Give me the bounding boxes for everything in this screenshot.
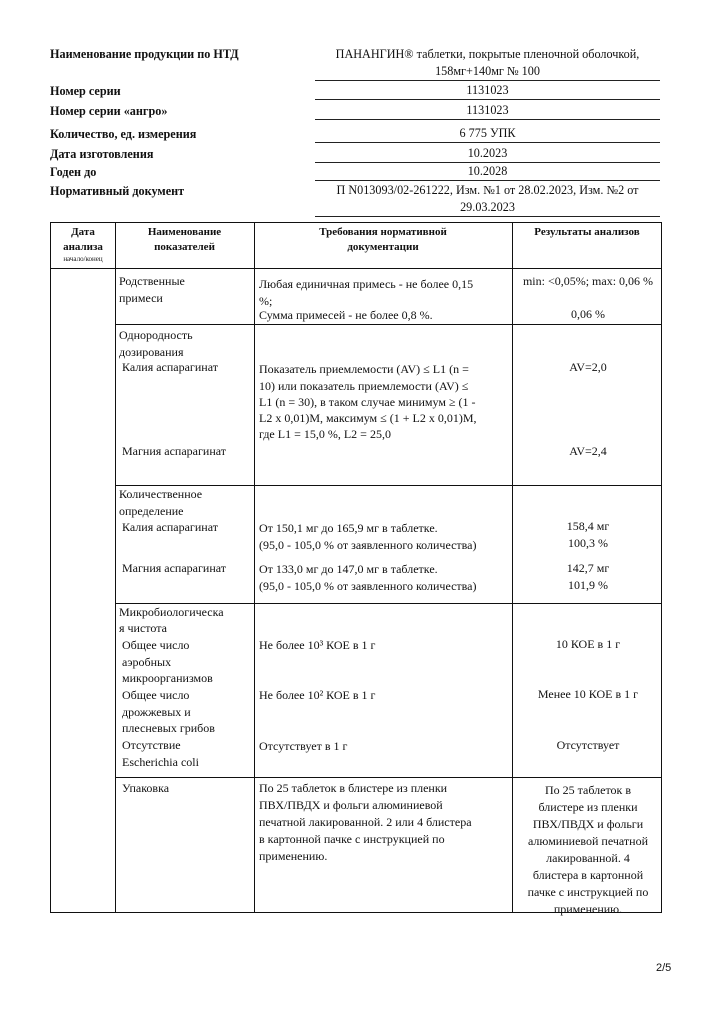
expiry-value: 10.2028: [315, 163, 660, 181]
micro-name1: Микробиологическа: [119, 605, 224, 619]
col-header-results: [512, 225, 662, 240]
micro-req1: Не более 10³ КОЕ в 1 г: [259, 638, 376, 652]
quantity-value: 6 775 УПК: [315, 125, 660, 143]
packaging-req3: печатной лакированной. 2 или 4 блистера: [259, 815, 472, 829]
assay-name4: Магния аспарагинат: [122, 561, 227, 575]
col-name-line1: Наименование: [147, 226, 222, 238]
col-name-line2: показателей: [154, 241, 215, 253]
product-label: Наименование продукции по НТД: [50, 47, 239, 61]
micro-name4: аэробных: [122, 655, 172, 669]
col-header-requirements: [254, 225, 512, 255]
packaging-req1: По 25 таблеток в блистере из пленки: [259, 781, 448, 795]
col-req-line2: документации: [347, 241, 419, 253]
impurities-name1: Родственные: [119, 274, 185, 288]
impurities-res1: min: <0,05%; max: 0,06 %: [522, 274, 654, 288]
micro-res2: Менее 10 КОЕ в 1 г: [537, 687, 639, 701]
micro-name7: дрожжевых и: [122, 705, 191, 719]
col-divider-2: [254, 223, 255, 912]
row-divider-1: [115, 324, 661, 325]
series-angro-value: 1131023: [315, 102, 660, 120]
page-number: 2/5: [656, 962, 672, 974]
product-value-line2: 158мг+140мг № 100: [315, 63, 660, 81]
col-date-line3: начало/конец: [63, 255, 103, 263]
normative-doc-label: Нормативный документ: [50, 184, 185, 198]
col-header-name: [115, 225, 254, 255]
packaging-res2: блистере из пленки: [538, 800, 638, 814]
impurities-req2: %;: [259, 294, 273, 308]
expiry-label: Годен до: [50, 165, 97, 179]
micro-name6: Общее число: [122, 688, 190, 702]
series-label: Номер серии: [50, 84, 121, 98]
packaging-res6: блистера в картонной: [532, 868, 644, 882]
uniformity-name2: дозирования: [119, 345, 184, 359]
impurities-res2: 0,06 %: [571, 307, 605, 321]
uniformity-res1: AV=2,0: [569, 360, 607, 374]
packaging-res8: применению.: [553, 902, 623, 916]
assay-res2: 100,3 %: [568, 536, 608, 550]
assay-res4: 101,9 %: [568, 578, 608, 592]
product-value-line1: ПАНАНГИН® таблетки, покрытые пленочной оболочкой,: [335, 47, 640, 61]
col-divider-1: [115, 223, 116, 912]
micro-name3: Общее число: [122, 638, 190, 652]
assay-name3: Калия аспарагинат: [122, 520, 218, 534]
micro-name9: Отсутствие: [122, 738, 181, 752]
uniformity-name1: Однородность: [119, 328, 193, 342]
packaging-res1: По 25 таблеток в: [544, 783, 632, 797]
assay-name1: Количественное: [119, 487, 203, 501]
series-angro-label: Номер серии «ангро»: [50, 104, 168, 118]
normative-doc-line2: 29.03.2023: [315, 199, 660, 217]
col-date-line2: анализа: [63, 241, 103, 253]
packaging-req4: в картонной пачке с инструкцией по: [259, 832, 445, 846]
impurities-name2: примеси: [119, 291, 163, 305]
assay-req4: (95,0 - 105,0 % от заявленного количества): [259, 579, 477, 593]
assay-res3: 142,7 мг: [566, 561, 610, 575]
uniformity-req1: Показатель приемлемости (AV) ≤ L1 (n =: [259, 362, 469, 376]
uniformity-req3: L1 (n = 30), в таком случае минимум ≥ (1 -: [259, 395, 476, 409]
packaging-name1: Упаковка: [122, 781, 170, 795]
micro-name8: плесневых грибов: [122, 721, 215, 735]
col-res: Результаты анализов: [534, 226, 640, 238]
assay-res1: 158,4 мг: [566, 519, 610, 533]
packaging-req5: применению.: [259, 849, 328, 863]
packaging-res5: лакированной. 4: [546, 851, 630, 865]
col-req-line1: Требования нормативной: [319, 226, 447, 238]
uniformity-name3: Калия аспарагинат: [122, 360, 218, 374]
assay-req2: (95,0 - 105,0 % от заявленного количества): [259, 538, 477, 552]
col-date-line1: Дата: [71, 226, 95, 238]
assay-req3: От 133,0 мг до 147,0 мг в таблетке.: [259, 562, 438, 576]
micro-name2: я чистота: [119, 621, 167, 635]
row-divider-4: [115, 777, 661, 778]
micro-req3: Отсутствует в 1 г: [259, 739, 348, 753]
analysis-table: [50, 222, 662, 916]
uniformity-req5: где L1 = 15,0 %, L2 = 25,0: [259, 427, 391, 441]
assay-req1: От 150,1 мг до 165,9 мг в таблетке.: [259, 521, 438, 535]
quantity-label: Количество, ед. измерения: [50, 127, 197, 141]
header-row-divider: [51, 268, 661, 269]
packaging-res3: ПВХ/ПВДХ и фольги: [532, 817, 644, 831]
impurities-req3: Сумма примесей - не более 0,8 %.: [259, 308, 433, 322]
assay-name2: определение: [119, 504, 184, 518]
micro-res1: 10 КОЕ в 1 г: [555, 637, 621, 651]
col-header-date: [51, 225, 115, 264]
series-value: 1131023: [315, 82, 660, 100]
manufacture-date-label: Дата изготовления: [50, 147, 154, 161]
micro-name5: микроорганизмов: [122, 671, 213, 685]
uniformity-req4: L2 х 0,01)M, максимум ≤ (1 + L2 х 0,01)M,: [259, 411, 477, 425]
micro-req2: Не более 10² КОЕ в 1 г: [259, 688, 376, 702]
uniformity-res2: AV=2,4: [569, 444, 607, 458]
uniformity-req2: 10) или показатель приемлемости (AV) ≤: [259, 379, 469, 393]
uniformity-name4: Магния аспарагинат: [122, 444, 227, 458]
micro-res3: Отсутствует: [556, 738, 620, 752]
packaging-res4: алюминиевой печатной: [527, 834, 648, 848]
manufacture-date-value: 10.2023: [315, 145, 660, 163]
normative-doc-line1: П N013093/02-261222, Изм. №1 от 28.02.2023, Изм. №2 от: [336, 183, 639, 197]
packaging-res7: пачке с инструкцией по: [527, 885, 649, 899]
packaging-req2: ПВХ/ПВДХ и фольги алюминиевой: [259, 798, 443, 812]
impurities-req1: Любая единичная примесь - не более 0,15: [259, 277, 474, 291]
micro-name10: Escherichia coli: [122, 755, 199, 769]
